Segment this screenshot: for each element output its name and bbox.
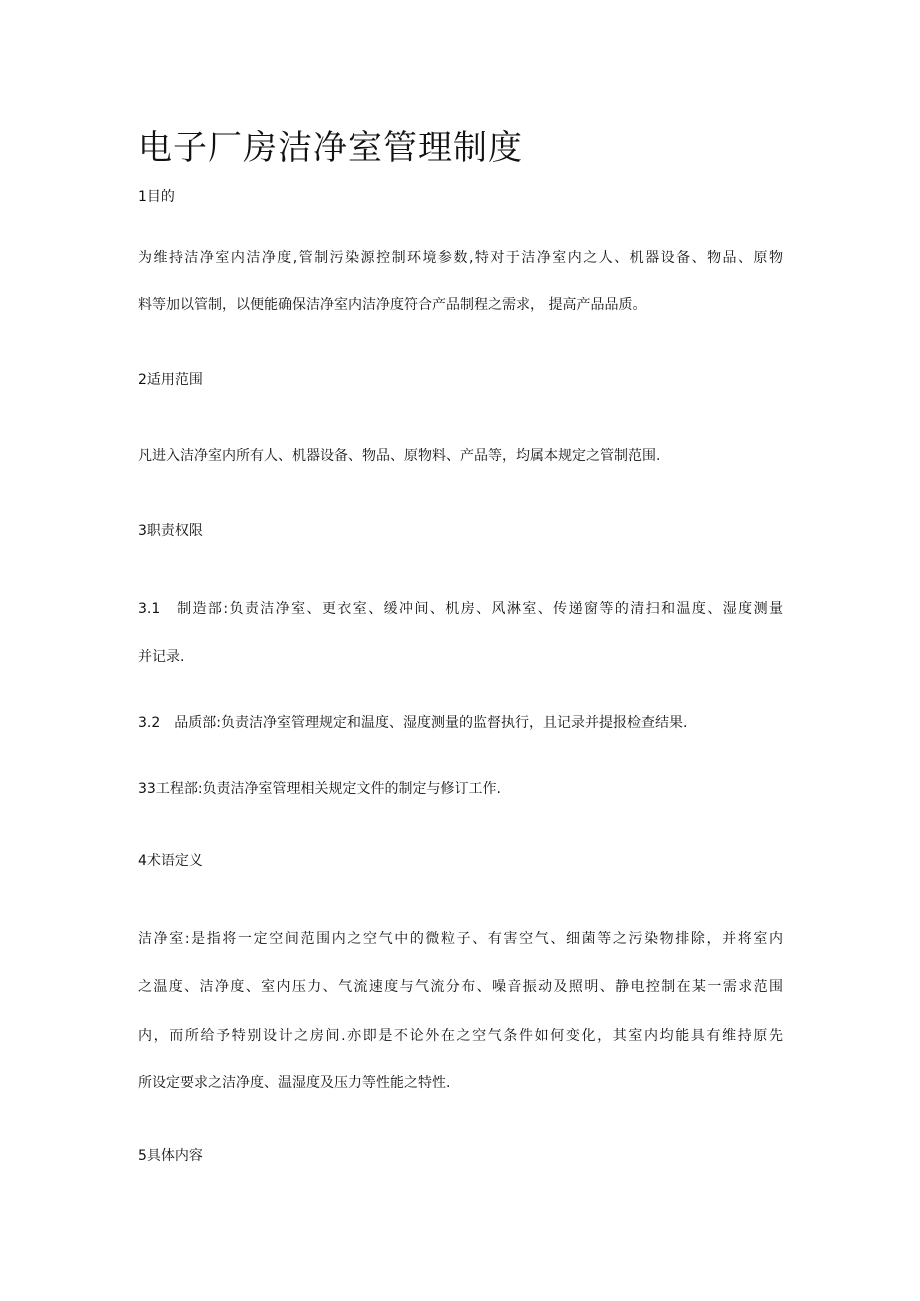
paragraph-line: 并记录. [138, 649, 185, 665]
paragraph-line: 凡进入洁净室内所有人、机器设备、物品、原物料、产品等，均属本规定之管制范围. [138, 448, 661, 464]
paragraph-line: 3.2 品质部:负责洁净室管理规定和温度、湿度测量的监督执行，且记录并提报检查结果. [138, 715, 688, 731]
section-heading-responsibilities: 3职责权限 [138, 523, 203, 539]
paragraph-line: 33工程部:负责洁净室管理相关规定文件的制定与修订工作. [138, 781, 501, 797]
paragraph-line: 洁净室:是指将一定空间范围内之空气中的微粒子、有害空气、细菌等之污染物排除，并将室内 [138, 931, 783, 947]
section-heading-content: 5具体内容 [138, 1148, 203, 1164]
paragraph-line: 为维持洁净室内洁净度,管制污染源控制环境参数,特对于洁净室内之人、机器设备、物品、原物 [138, 250, 783, 266]
paragraph-line: 内，而所给予特别设计之房间.亦即是不论外在之空气条件如何变化，其室内均能具有维持原先 [138, 1028, 783, 1044]
paragraph-line: 所设定要求之洁净度、温湿度及压力等性能之特性. [138, 1075, 451, 1091]
paragraph-line: 3.1 制造部:负责洁净室、更衣室、缓冲间、机房、风淋室、传递窗等的清扫和温度、湿度测量 [138, 601, 783, 617]
section-heading-definitions: 4术语定义 [138, 853, 203, 869]
section-heading-scope: 2适用范围 [138, 372, 203, 388]
paragraph-line: 之温度、洁净度、室内压力、气流速度与气流分布、噪音振动及照明、静电控制在某一需求范围 [138, 979, 783, 995]
paragraph-line: 料等加以管制，以便能确保洁净室内洁净度符合产品制程之需求， 提高产品品质。 [138, 297, 647, 313]
document-title: 电子厂房洁净室管理制度 [138, 128, 523, 168]
section-heading-purpose: 1目的 [138, 189, 175, 205]
